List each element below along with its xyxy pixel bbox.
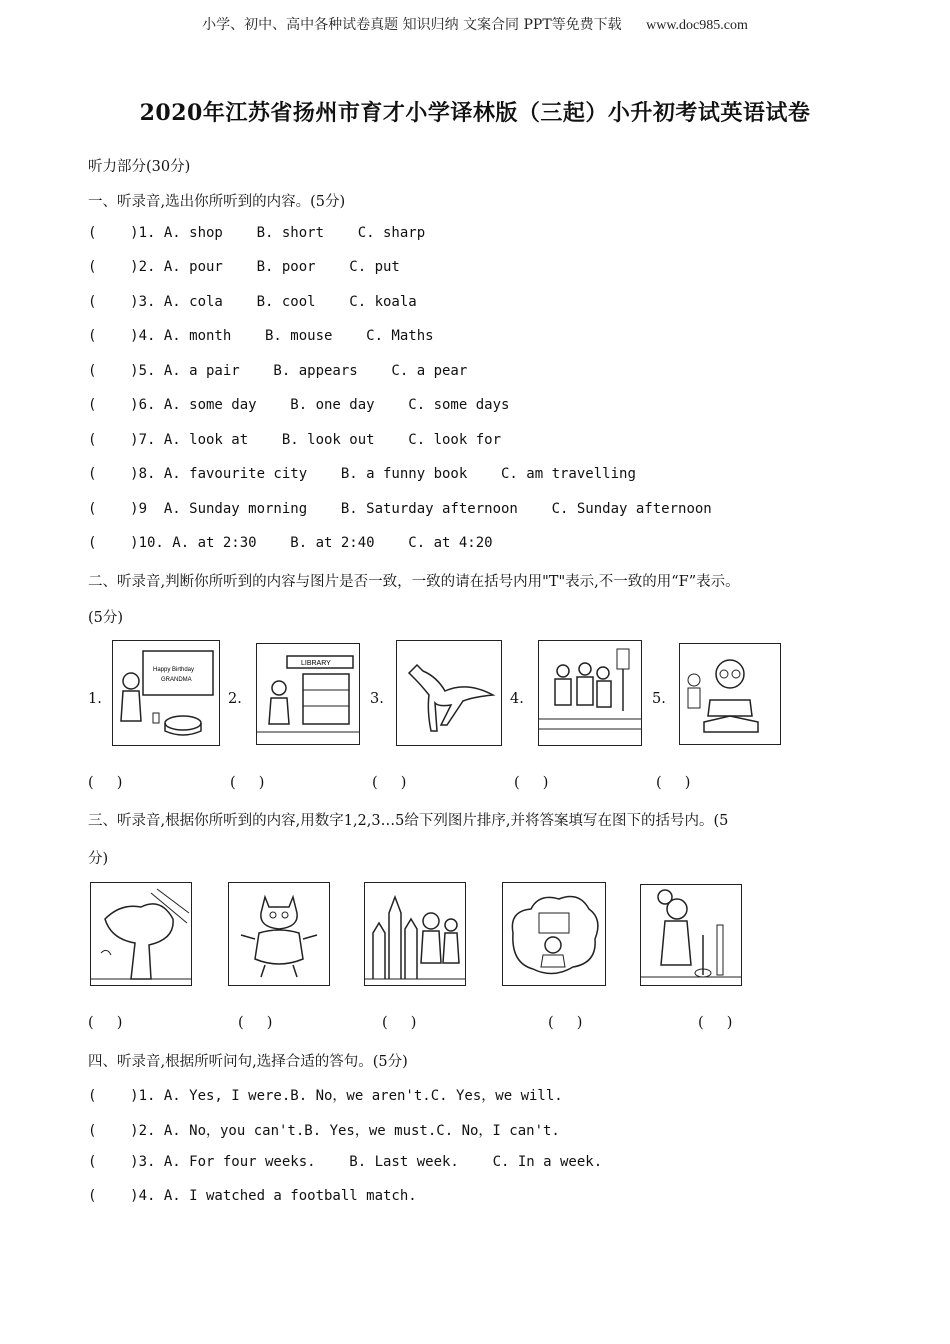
castle-picture bbox=[364, 882, 466, 986]
section3-heading-cont: 分) bbox=[88, 851, 109, 867]
picture-number: 3. bbox=[370, 691, 384, 707]
question-row: ( )4. A. month B. mouse C. Maths bbox=[88, 328, 434, 344]
answer-bracket[interactable]: ( ) bbox=[514, 775, 549, 791]
birthday-picture bbox=[112, 640, 220, 746]
section1-heading: 一、听录音,选出你所听到的内容。(5分) bbox=[88, 194, 346, 210]
section4-heading: 四、听录音,根据所听问句,选择合适的答句。(5分) bbox=[88, 1054, 408, 1070]
answer-bracket[interactable]: ( ) bbox=[382, 1015, 417, 1031]
street-picture bbox=[538, 640, 642, 746]
header-site[interactable]: www.doc985.com bbox=[646, 18, 748, 33]
question-row: ( )10. A. at 2:30 B. at 2:40 C. at 4:20 bbox=[88, 535, 493, 551]
question-row: ( )4. A. I watched a football match. bbox=[88, 1188, 417, 1204]
question-row: ( )1. A. Yes, I were.B. No，we aren't.C. Yes，we will. bbox=[88, 1088, 563, 1104]
question-row: ( )5. A. a pair B. appears C. a pear bbox=[88, 363, 468, 379]
section3-heading: 三、听录音,根据你所听到的内容,用数字1,2,3…5给下列图片排序,并将答案填写在图下的括号内。(5 bbox=[88, 813, 729, 829]
answer-bracket[interactable]: ( ) bbox=[88, 775, 123, 791]
section2-heading: 二、听录音,判断你所听到的内容与图片是否一致，一致的请在括号内用"T"表示,不一致的用“F”表示。 bbox=[88, 574, 740, 590]
question-row: ( )2. A. No，you can't.B. Yes，we must.C. No，I can't. bbox=[88, 1123, 560, 1139]
birthday-text-line2: GRANDMA bbox=[161, 677, 192, 683]
picture-number: 4. bbox=[510, 691, 524, 707]
answer-bracket[interactable]: ( ) bbox=[230, 775, 265, 791]
cat-picture bbox=[228, 882, 330, 986]
question-row: ( )8. A. favourite city B. a funny book C. am travelling bbox=[88, 466, 636, 482]
library-sign: LIBRARY bbox=[301, 660, 331, 667]
page-header bbox=[0, 14, 950, 34]
windy-tree-picture bbox=[90, 882, 192, 986]
answer-bracket[interactable]: ( ) bbox=[548, 1015, 583, 1031]
answer-bracket[interactable]: ( ) bbox=[698, 1015, 733, 1031]
header-text: 小学、初中、高中各种试卷真题 知识归纳 文案合同 PPT等免费下载 bbox=[202, 17, 622, 33]
answer-bracket[interactable]: ( ) bbox=[238, 1015, 273, 1031]
birthday-text-line1: Happy Birthday bbox=[153, 667, 195, 673]
scientist-mouse-picture bbox=[640, 884, 742, 986]
page-title: 2020年江苏省扬州市育才小学译林版（三起）小升初考试英语试卷 bbox=[139, 100, 811, 126]
question-row: ( )6. A. some day B. one day C. some days bbox=[88, 397, 510, 413]
section2-heading-cont: (5分) bbox=[88, 610, 124, 626]
answer-bracket[interactable]: ( ) bbox=[656, 775, 691, 791]
picture-number: 2. bbox=[228, 691, 242, 707]
kangaroo-picture bbox=[396, 640, 502, 746]
answer-bracket[interactable]: ( ) bbox=[372, 775, 407, 791]
reading-boy-picture bbox=[679, 643, 781, 745]
question-row: ( )1. A. shop B. short C. sharp bbox=[88, 225, 426, 241]
question-row: ( )2. A. pour B. poor C. put bbox=[88, 259, 400, 275]
question-row: ( )7. A. look at B. look out C. look for bbox=[88, 432, 502, 448]
question-row: ( )3. A. cola B. cool C. koala bbox=[88, 294, 417, 310]
cloud-scene-picture bbox=[502, 882, 606, 986]
library-picture bbox=[256, 643, 360, 745]
listening-label: 听力部分(30分) bbox=[88, 159, 191, 175]
question-row: ( )3. A. For four weeks. B. Last week. C. In a week. bbox=[88, 1154, 603, 1170]
answer-bracket[interactable]: ( ) bbox=[88, 1015, 123, 1031]
picture-number: 1. bbox=[88, 691, 102, 707]
question-row: ( )9 A. Sunday morning B. Saturday afternoon C. Sunday afternoon bbox=[88, 501, 712, 517]
picture-number: 5. bbox=[652, 691, 666, 707]
